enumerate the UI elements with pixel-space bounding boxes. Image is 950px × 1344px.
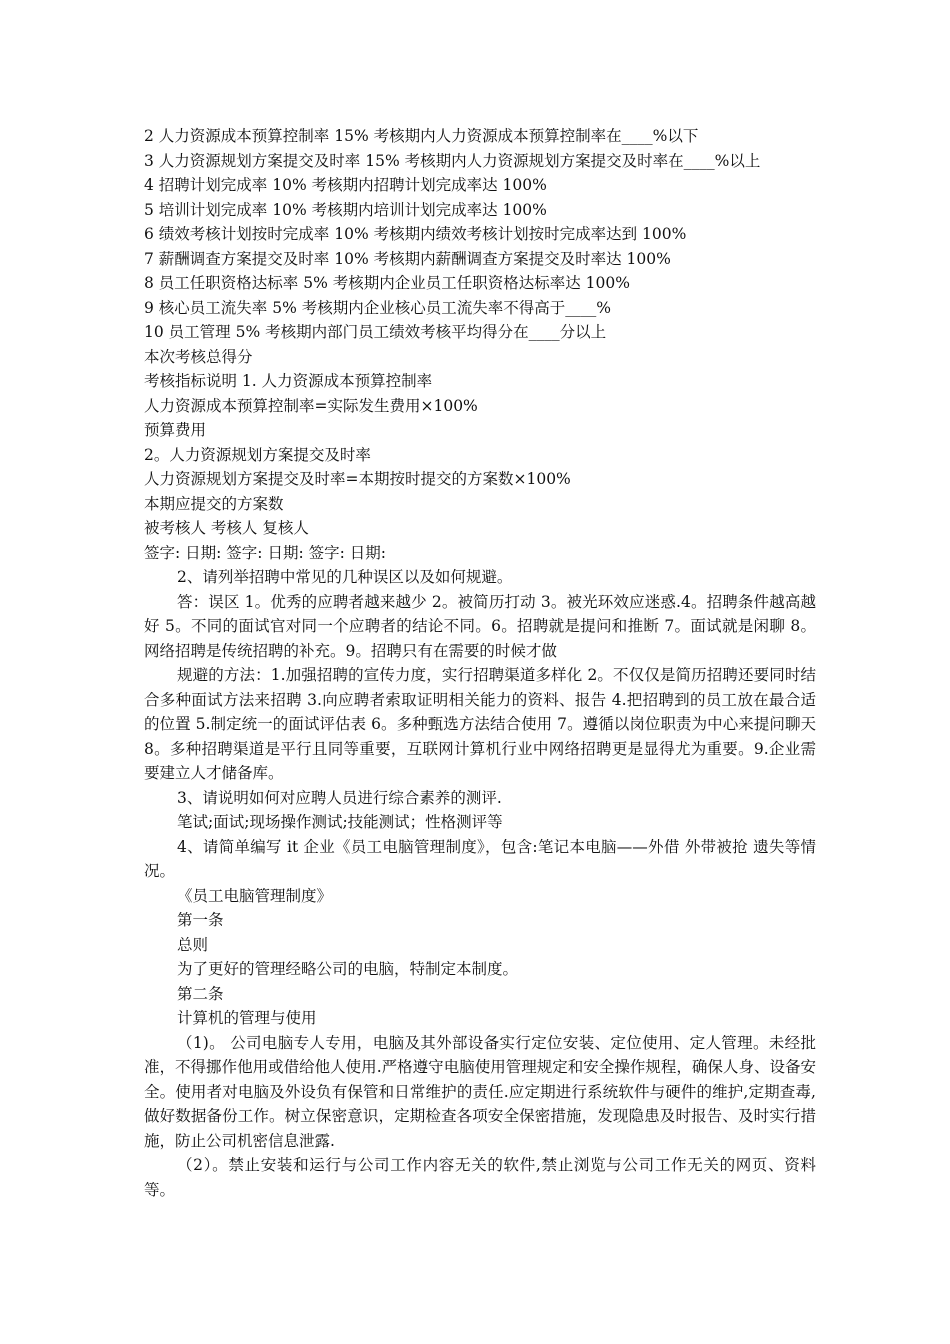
article-2-heading: 第二条: [177, 984, 224, 1003]
article-2-title: 计算机的管理与使用: [177, 1009, 317, 1027]
question-2-answer: 答：误区 1。优秀的应聘者越来越少 2。被简历打动 3。被光环效应迷惑.4。招聘条件越高越好 5。不同的面试官对同一个应聘者的结论不同。6。招聘就是提问和推断 7。面试就是闲聊 8。网络招聘是传统招聘的补充。9。招聘只有在需要的时候才做: [144, 592, 816, 660]
indicator-explanation-2: 2。人力资源规划方案提交及时率: [144, 445, 371, 464]
indicator-line: 5 培训计划完成率 10% 考核期内培训计划完成率达 100%: [144, 200, 547, 219]
regulation-title: 《员工电脑管理制度》: [177, 886, 333, 905]
question-2-avoidance: 规避的方法：1.加强招聘的宣传力度，实行招聘渠道多样化 2。不仅仅是简历招聘还要同时结合多种面试方法来招聘 3.向应聘者索取证明相关能力的资料、报告 4.把招聘到的员工放在最合适的位置 5.制定统一的面试评估表 6。多种甄选方法结合使用 7。遵循以岗位职责为中心来提问聊天 8。多种招聘渠道是平行且同等重要，互联网计算机行业中网络招聘更是显得尤为重要。9.企业需要建立人才储备库。: [144, 666, 816, 782]
question-4: 4、请简单编写 it 企业《员工电脑管理制度》，包含:笔记本电脑——外借 外带被抢 遗失等情况。: [144, 837, 816, 880]
indicator-line: 10 员工管理 5% 考核期内部门员工绩效考核平均得分在____分以上: [144, 323, 607, 341]
indicator-line: 2 人力资源成本预算控制率 15% 考核期内人力资源成本预算控制率在____%以下: [144, 127, 699, 145]
indicator-line: 9 核心员工流失率 5% 考核期内企业核心员工流失率不得高于____%: [144, 298, 611, 317]
total-score-label: 本次考核总得分: [144, 347, 253, 366]
article-1-heading: 第一条: [177, 911, 224, 929]
formula-1-denominator: 预算费用: [144, 421, 207, 439]
question-3-answer: 笔试;面试;现场操作测试;技能测试；性格测评等: [177, 813, 503, 831]
signer-roles: 被考核人 考核人 复核人: [144, 519, 309, 537]
indicator-line: 6 绩效考核计划按时完成率 10% 考核期内绩效考核计划按时完成率达到 100%: [144, 225, 687, 243]
question-2: 2、请列举招聘中常见的几种误区以及如何规避。: [177, 568, 513, 586]
formula-1: 人力资源成本预算控制率=实际发生费用×100%: [144, 396, 478, 415]
question-3: 3、请说明如何对应聘人员进行综合素养的测评.: [177, 788, 502, 807]
article-1-text: 为了更好的管理经略公司的电脑，特制定本制度。: [177, 960, 519, 978]
article-2-clause-1: （1)。 公司电脑专人专用，电脑及其外部设备实行定位安装、定位使用、定人管理。未经批准，不得挪作他用或借给他人使用.严格遵守电脑使用管理规定和安全操作规程，确保人身、设备安全。使用者对电脑及外设负有保管和日常维护的责任.应定期进行系统软件与硬件的维护,定期查毒,做好数据备份工作。树立保密意识，定期检查各项安全保密措施，发现隐患及时报告、及时实行措施，防止公司机密信息泄露.: [144, 1033, 816, 1150]
indicator-line: 3 人力资源规划方案提交及时率 15% 考核期内人力资源规划方案提交及时率在____%以上: [144, 151, 761, 170]
formula-2: 人力资源规划方案提交及时率=本期按时提交的方案数×100%: [144, 470, 571, 488]
article-2-clause-2: （2）。禁止安装和运行与公司工作内容无关的软件,禁止浏览与公司工作无关的网页、资料等。: [144, 1156, 816, 1199]
article-1-title: 总则: [177, 935, 209, 954]
signature-date-line: 签字: 日期: 签字: 日期: 签字: 日期:: [144, 543, 386, 562]
indicator-line: 7 薪酬调查方案提交及时率 10% 考核期内薪酬调查方案提交及时率达 100%: [144, 249, 671, 268]
formula-2-denominator: 本期应提交的方案数: [144, 494, 284, 513]
indicator-line: 4 招聘计划完成率 10% 考核期内招聘计划完成率达 100%: [144, 176, 547, 194]
indicator-line: 8 员工任职资格达标率 5% 考核期内企业员工任职资格达标率达 100%: [144, 274, 630, 292]
document-body: [144, 124, 816, 1202]
indicator-explanation-1: 考核指标说明 1. 人力资源成本预算控制率: [144, 372, 433, 390]
